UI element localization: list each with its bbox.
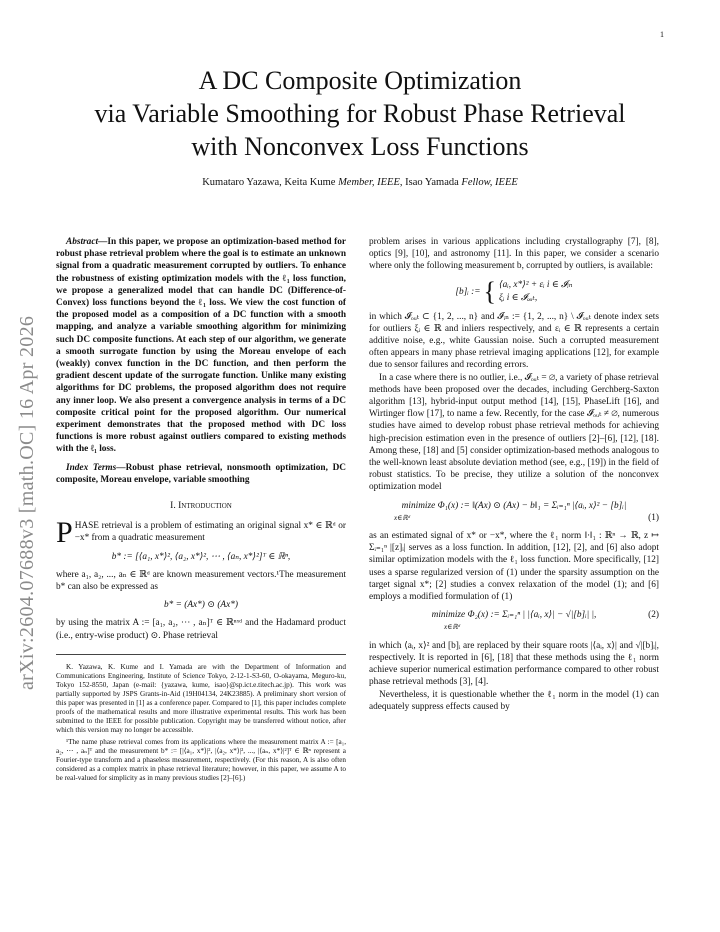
author-names: Kumataro Yazawa, Keita Kume — [202, 177, 336, 188]
equation-2 — [369, 609, 659, 633]
equation-brace: { — [483, 276, 496, 306]
equation-case-outlier: ξᵢ i ∈ 𝓘ₒᵤₜ, — [498, 292, 538, 303]
intro-text-1: HASE retrieval is a problem of estimating an original signal x* ∈ ℝᵈ or −x* from a quadratic measurement — [74, 521, 346, 544]
equation-2-number: (2) — [648, 610, 659, 621]
abstract — [56, 236, 346, 456]
right-paragraph-1: problem arises in various applications including crystallography [7], [8], optics [9], [10], and astronomy [11]. In this paper, we consider a scenario where only the following measurement b, corrupted by outliers, is available: — [369, 237, 659, 272]
right-paragraph-2: in which 𝓘ₒᵤₜ ⊂ {1, 2, ..., n} and 𝓘ᵢₙ := {1, 2, ..., n} \ 𝓘ₒᵤₜ denote index sets for outliers ξᵢ ∈ ℝ and inliers respectively, and εᵢ ∈ ℝ represents a certain additive noise, e.g., white Gaussian noise. Such a corrupted measurement often appears in many phase retrieval imaging applications [12], for example due to sensor failures and recording errors. — [369, 311, 659, 371]
right-paragraph-5: in which ⟨aᵢ, x⟩² and [b]ᵢ are replaced by their square roots |⟨aᵢ, x⟩| and √|[b]ᵢ|, respectively. It is reported in [6], [18] that these methods using the ℓ₁ norm achieve superior numerical estimation performance compared to other robust phase retrieval methods [3], [4]. — [369, 640, 659, 688]
right-paragraph-4: as an estimated signal of x* or −x*, where the ℓ₁ norm ‖·‖₁ : ℝⁿ → ℝ, z ↦ Σᵢ₌₁ⁿ |[z]ᵢ| serves as a loss function. In addition, [12], [2], and [6] also adopt similar optimization models with the ℓ₁ loss function. More specifically, [12] uses a sparse regularized version of (1) under the sparsity assumption on the target signal x*; [2] studies a convex relaxation of the model (1); and [6] employs a modified formulation of (1) — [369, 531, 659, 603]
title-block — [56, 64, 664, 188]
author-fellow-note: Fellow, IEEE — [461, 177, 518, 188]
right-paragraph-6: Nevertheless, it is questionable whether the ℓ₁ norm in the model (1) can adequately suppress effects caused by — [369, 689, 659, 712]
equation-1-subscript: x∈ℝᵈ — [393, 513, 410, 522]
left-column — [56, 236, 346, 783]
index-terms-label: Index Terms — [66, 462, 117, 473]
intro-paragraph-3: by using the matrix A := [a₁, a₂, ⋯ , aₙ]ᵀ ∈ ℝⁿˣᵈ and the Hadamard product (i.e., entry-wise product) ⊙. Phase retrieval — [56, 618, 346, 641]
equation-1-number: (1) — [648, 512, 659, 523]
drop-cap: P — [56, 516, 73, 550]
section-heading: I. Introduction — [170, 500, 232, 512]
affiliation-footnote: K. Yazawa, K. Kume and I. Yamada are with the Department of Information and Communications Engineering, Institute of Science Tokyo, 2-12-1-S3-60, O-okayama, Meguro-ku, Tokyo 152-8550, Japan (e-mail: {yazawa, kume, isao}@sp.ict.e.titech.ac.jp). This work was partially supported by JSPS Grants-in-Aid (19H04134, 24K23885). A preliminary short version of this paper was presented in [1] as a conference paper. Compared to [1], this paper includes complete proofs of the mathematical results and more illustrative experimental results. This work has been submitted to the IEEE for possible publication. Copyright may be transferred without notice, after which this version may no longer be accessible. — [56, 662, 346, 734]
intro-paragraph-1 — [56, 516, 346, 550]
arxiv-stamp: arXiv:2604.07688v3 [math.OC] 16 Apr 2026 — [16, 315, 38, 690]
right-paragraph-3: In a case where there is no outlier, i.e., 𝓘ₒᵤₜ = ∅, a variety of phase retrieval methods have been proposed over the decades, including Gerchberg-Saxton algorithm [13], hybrid-input output method [14], [15], PhaseLift [16], and Wirtinger flow [17], to name a few. Recently, for the case 𝓘ₒᵤₜ ≠ ∅, numerous studies have aimed to develop robust phase retrieval methods for achieving high-precision estimation even in the presence of outliers [2]–[6], [12], [18]. Among these, [18] and [5] consider optimization-based methods analogous to the well-known least absolute deviation method (see, e.g., [19]) in the field of robust statistics. To be precise, they utilize a solution of the nonconvex optimization model — [369, 372, 659, 493]
footnote-1: ¹The name phase retrieval comes from its applications where the measurement matrix A := [a₁, a₂, ⋯ , aₙ]ᵀ and the measurement b* := [|⟨a₁, x*⟩|², |⟨a₂, x*⟩|², ..., |⟨aₙ, x*⟩|²]ᵀ ∈ ℝⁿ represent a Fourier-type transform and a phaseless measurement, respectively. (For this reason, A is also often considered as a complex matrix in phase retrieval literature; however, in this paper, we assume A to be real-valued for simplicity as in many previous studies [2]–[6].) — [56, 737, 346, 782]
abstract-text: —In this paper, we propose an optimization-based method for robust phase retrieval problem where the goal is to estimate an unknown signal from a quadratic measurement corrupted by outliers. To enhance the robustness of existing optimization models with the ℓ₁ loss function, we propose a generalized model that can handle DC (Difference-of-Convex) loss functions beyond the ℓ₁ loss. We view the cost function of the proposed model as a composition of a DC function with a smooth mapping, and analyze a variable smoothing algorithm for minimizing such DC composite functions. At each step of our algorithm, we generate a smooth surrogate function by using the Moreau envelope of each (weakly) convex function in the DC function, and then perform the gradient descent update of the surrogate function. Unlike many existing algorithms for DC problems, the proposed algorithm does not require any inner loop. We also present a convergence analysis in terms of a DC composite critical point for the proposed algorithm. Our numerical experiment demonstrates that the proposed method with DC loss functions is more robust against outliers compared to existing methods with the ℓ₁ loss. — [56, 237, 346, 455]
right-column — [369, 236, 659, 713]
equation-case-inlier: ⟨aᵢ, x*⟩² + εᵢ i ∈ 𝓘ᵢₙ — [498, 279, 573, 290]
intro-paragraph-2: where a₁, a₂, ..., aₙ ∈ ℝᵈ are known measurement vectors.¹The measurement b* can also be expressed as — [56, 569, 346, 593]
index-terms-text: —Robust phase retrieval, nonsmooth optimization, DC composite, Moreau envelope, variable smoothing — [56, 462, 346, 485]
index-terms — [56, 462, 346, 486]
abstract-label: Abstract — [66, 237, 99, 247]
equation-2-subscript: x∈ℝᵈ — [443, 623, 460, 632]
footnotes — [56, 654, 346, 783]
equation-1 — [369, 500, 659, 524]
author-member-note: Member, IEEE — [338, 177, 400, 188]
author-separator: , Isao Yamada — [399, 177, 459, 188]
page-number: 1 — [660, 30, 664, 39]
equation-hadamard: b* = (Ax*) ⊙ (Ax*) — [164, 600, 238, 611]
equation-1-body: minimize Φ₁(x) := ‖(Ax) ⊙ (Ax) − b‖₁ = Σᵢ₌₁ⁿ |⟨aᵢ, x⟩² − [b]ᵢ| — [401, 500, 627, 511]
equation-lhs: [b]ᵢ := — [455, 286, 481, 297]
paper-title-line-2: via Variable Smoothing for Robust Phase Retrieval — [94, 99, 626, 128]
equation-b-star: b* := [⟨a₁, x*⟩², ⟨a₂, x*⟩², ⋯ , ⟨aₙ, x*⟩²]ᵀ ∈ ℝⁿ, — [111, 551, 291, 562]
paper-title-line-1: A DC Composite Optimization — [198, 66, 522, 95]
author-list — [56, 177, 664, 188]
equation-corrupted-measurement — [369, 276, 659, 306]
equation-2-body: minimize Φ₂(x) := Σᵢ₌₁ⁿ | |⟨aᵢ, x⟩| − √|[b]ᵢ| |, — [431, 610, 597, 621]
paper-title-line-3: with Nonconvex Loss Functions — [191, 132, 529, 161]
